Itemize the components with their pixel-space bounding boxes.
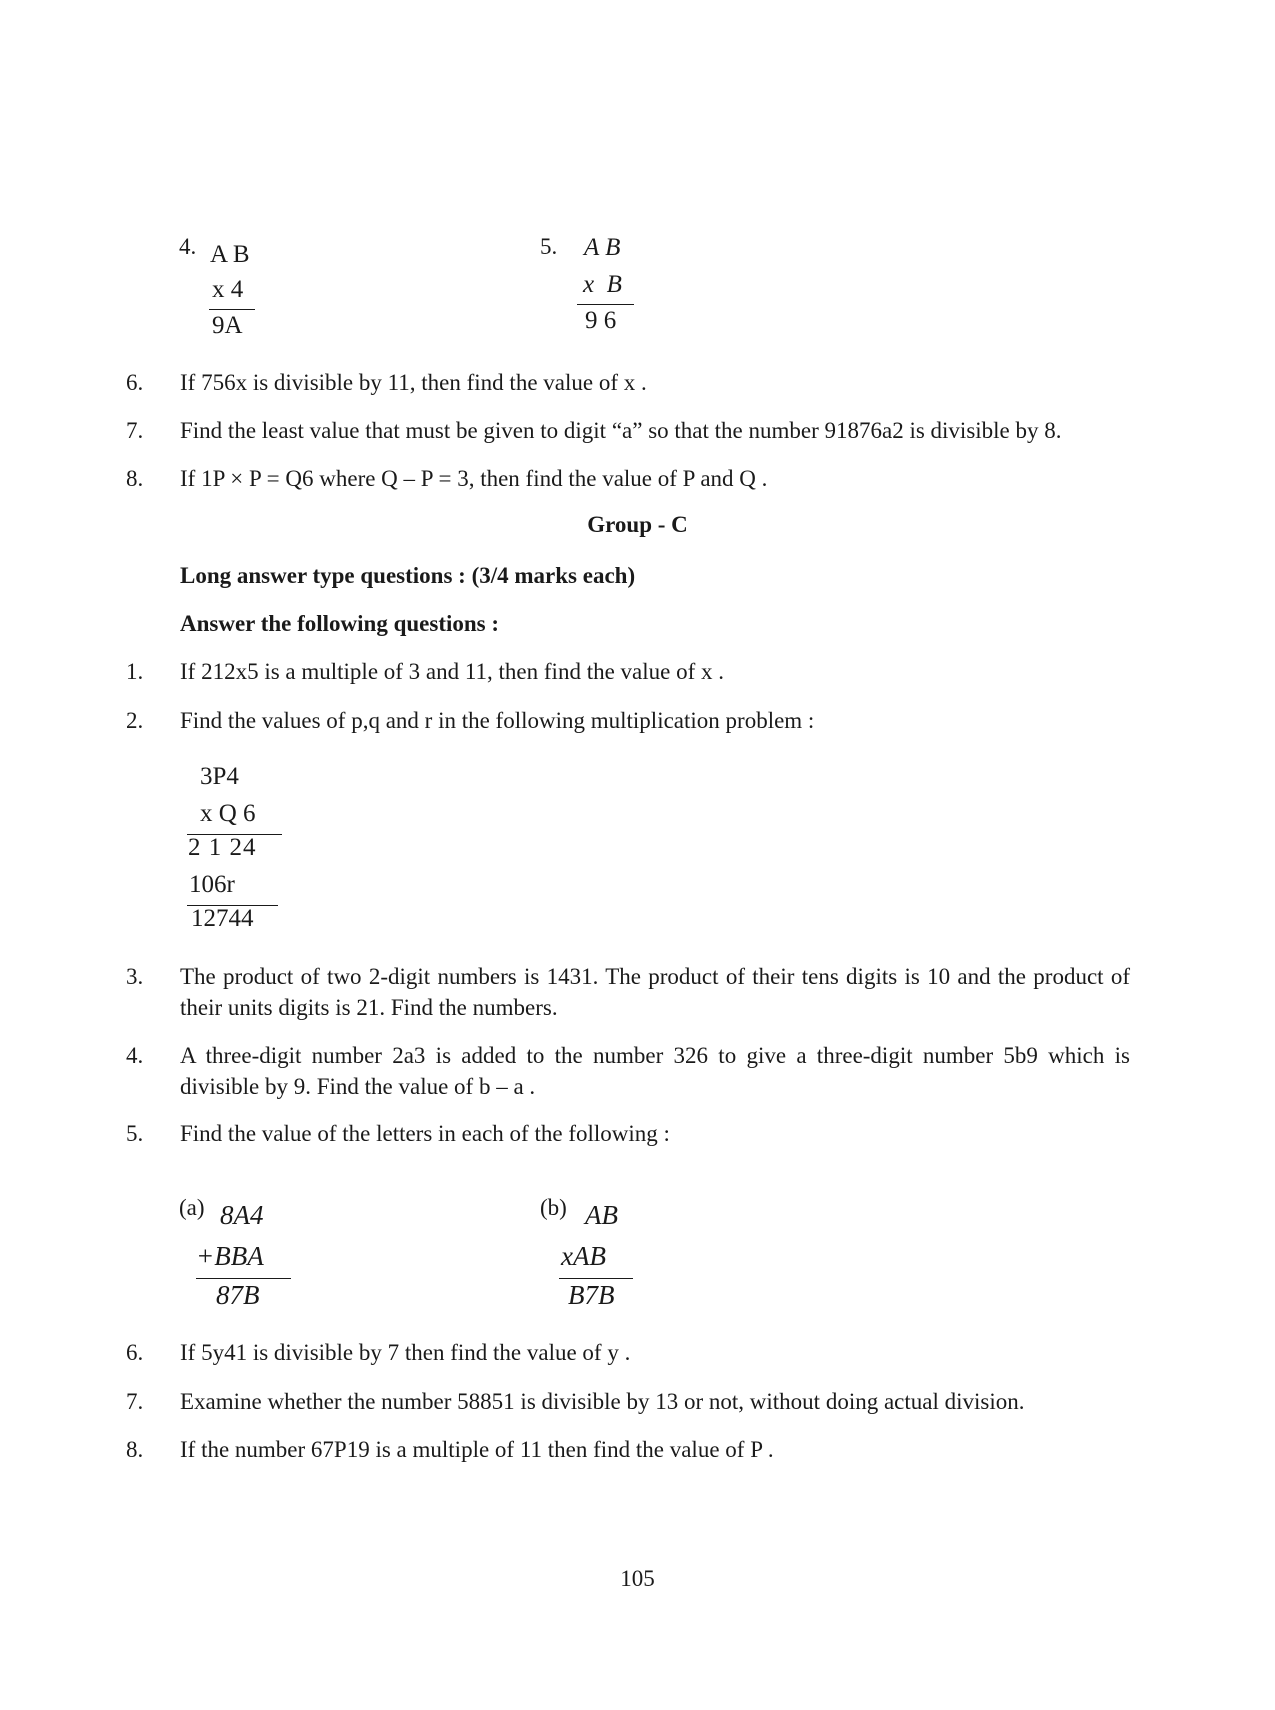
sub-a-result: 87B bbox=[216, 1280, 260, 1310]
mult-row2: x Q 6 bbox=[200, 800, 256, 827]
question-text: If 1P × P = Q6 where Q – P = 3, then find the value of P and Q . bbox=[180, 466, 768, 491]
instruction-text: Answer the following questions : bbox=[180, 611, 500, 636]
question-text: Find the value of the letters in each of the following : bbox=[180, 1121, 670, 1146]
group-heading: Group - C bbox=[587, 512, 688, 537]
question-text: Examine whether the number 58851 is divisible by 13 or not, without doing actual division. bbox=[180, 1389, 1025, 1414]
question-number: 5. bbox=[126, 1121, 144, 1146]
sub-b-rule bbox=[559, 1278, 633, 1279]
question-number: 3. bbox=[126, 964, 144, 989]
problem-5-result: 9 6 bbox=[585, 307, 617, 334]
problem-4-row2: x 4 bbox=[212, 276, 244, 303]
question-text: Find the least value that must be given to digit “a” so that the number 91876a2 is divisible by 8. bbox=[180, 418, 1062, 443]
question-text: Find the values of p,q and r in the following multiplication problem : bbox=[180, 708, 815, 733]
question-text: If 5y41 is divisible by 7 then find the value of y . bbox=[180, 1340, 631, 1365]
question-number: 8. bbox=[126, 466, 144, 491]
question-text: If 756x is divisible by 11, then find the value of x . bbox=[180, 370, 647, 395]
sub-problem-a-label: (a) bbox=[179, 1195, 205, 1220]
problem-5-rule bbox=[577, 304, 634, 305]
problem-4-label: 4. bbox=[179, 234, 197, 259]
sub-a-row2: +BBA bbox=[196, 1241, 264, 1271]
mult-row3: 2 1 24 bbox=[188, 834, 257, 861]
problem-5-row1: A B bbox=[584, 234, 621, 261]
question-number: 8. bbox=[126, 1437, 144, 1462]
mult-result: 12744 bbox=[191, 905, 254, 932]
question-number: 6. bbox=[126, 370, 144, 395]
question-number: 2. bbox=[126, 708, 144, 733]
sub-problem-b-label: (b) bbox=[540, 1195, 567, 1220]
question-number: 7. bbox=[126, 1389, 144, 1414]
page-number: 105 bbox=[620, 1566, 655, 1591]
question-text: A three-digit number 2a3 is added to the number 326 to give a three-digit number 5b9 which is divisible by 9. Find the value of b – a . bbox=[180, 1043, 1130, 1099]
problem-5-row2: x B bbox=[583, 271, 622, 298]
sub-a-row1: 8A4 bbox=[220, 1200, 264, 1230]
question-number: 1. bbox=[126, 659, 144, 684]
problem-5-label: 5. bbox=[540, 234, 558, 259]
mult-row4: 106r bbox=[189, 871, 235, 898]
mult-row1: 3P4 bbox=[200, 763, 239, 790]
sub-b-row2: xAB bbox=[561, 1241, 606, 1271]
question-number: 4. bbox=[126, 1043, 144, 1068]
section-subheading: Long answer type questions : (3/4 marks each) bbox=[180, 563, 636, 588]
problem-4-rule bbox=[209, 309, 255, 310]
question-text: If the number 67P19 is a multiple of 11 then find the value of P . bbox=[180, 1437, 774, 1462]
question-text: If 212x5 is a multiple of 3 and 11, then find the value of x . bbox=[180, 659, 725, 684]
question-number: 7. bbox=[126, 418, 144, 443]
sub-b-result: B7B bbox=[568, 1280, 615, 1310]
question-number: 6. bbox=[126, 1340, 144, 1365]
problem-4-result: 9A bbox=[212, 312, 243, 339]
problem-4-row1: A B bbox=[210, 241, 250, 268]
sub-b-row1: AB bbox=[585, 1200, 618, 1230]
question-text: The product of two 2-digit numbers is 1431. The product of their tens digits is 10 and the product of their units digits is 21. Find the numbers. bbox=[180, 964, 1130, 1020]
sub-a-rule bbox=[196, 1278, 291, 1279]
